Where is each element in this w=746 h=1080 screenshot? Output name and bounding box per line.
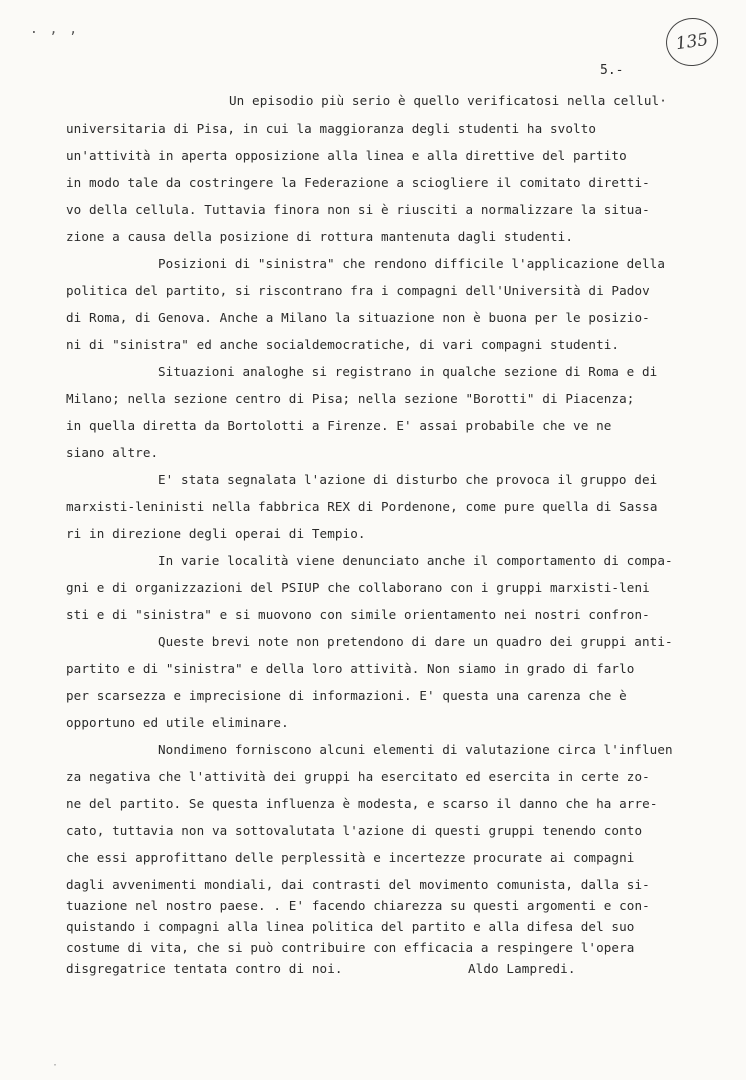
text-line: quistando i compagni alla linea politica del partito e alla difesa del suo [66,919,635,934]
text-line: sti e di "sinistra" e si muovono con simile orientamento nei nostri confron- [66,607,650,622]
text-line: gni e di organizzazioni del PSIUP che collaborano con i gruppi marxisti-leni [66,580,650,595]
text-line: Situazioni analoghe si registrano in qualche sezione di Roma e di [158,364,658,379]
text-line: universitaria di Pisa, in cui la maggioranza degli studenti ha svolto [66,121,597,136]
margin-tick: · [52,1060,59,1071]
text-line: opportuno ed utile eliminare. [66,715,289,730]
text-line: Queste brevi note non pretendono di dare un quadro dei gruppi anti- [158,634,673,649]
text-line: partito e di "sinistra" e della loro attività. Non siamo in grado di farlo [66,661,635,676]
text-line: ne del partito. Se questa influenza è modesta, e scarso il danno che ha arre- [66,796,658,811]
text-line: ri in direzione degli operai di Tempio. [66,526,366,541]
text-line: Nondimeno forniscono alcuni elementi di valutazione circa l'influen [158,742,673,757]
text-line: che essi approfittano delle perplessità e incertezze procurate ai compagni [66,850,635,865]
text-line: un'attività in aperta opposizione alla linea e alla direttive del partito [66,148,627,163]
stamp-number: 135 [674,29,710,55]
text-line: marxisti-leninisti nella fabbrica REX di Pordenone, come pure quella di Sassa [66,499,658,514]
text-line: E' stata segnalata l'azione di disturbo che provoca il gruppo dei [158,472,658,487]
text-line: in modo tale da costringere la Federazione a sciogliere il comitato diretti- [66,175,650,190]
text-line: in quella diretta da Bortolotti a Firenze. E' assai probabile che ve ne [66,418,612,433]
text-line: dagli avvenimenti mondiali, dai contrasti del movimento comunista, dalla si- [66,877,650,892]
text-line: Posizioni di "sinistra" che rendono difficile l'applicazione della [158,256,666,271]
text-line: In varie località viene denunciato anche il comportamento di compa- [158,553,673,568]
text-line: siano altre. [66,445,159,460]
text-line: ni di "sinistra" ed anche socialdemocratiche, di vari compagni studenti. [66,337,620,352]
text-line: Un episodio più serio è quello verificatosi nella cellul· [229,93,667,108]
text-line: vo della cellula. Tuttavia finora non si è riusciti a normalizzare la situa- [66,202,650,217]
text-line: za negativa che l'attività dei gruppi ha esercitato ed esercita in certe zo- [66,769,650,784]
text-line: politica del partito, si riscontrano fra i compagni dell'Università di Padov [66,283,650,298]
text-line: disgregatrice tentata contro di noi. [66,961,343,976]
text-line: Milano; nella sezione centro di Pisa; nella sezione "Borotti" di Piacenza; [66,391,635,406]
text-line: costume di vita, che si può contribuire con efficacia a respingere l'opera [66,940,635,955]
corner-marks: . , , [30,22,80,37]
text-line: zione a causa della posizione di rottura mantenuta dagli studenti. [66,229,574,244]
text-line: tuazione nel nostro paese. . E' facendo chiarezza su questi argomenti e con- [66,898,650,913]
archive-stamp [663,15,721,70]
text-line: di Roma, di Genova. Anche a Milano la situazione non è buona per le posizio- [66,310,650,325]
signature: Aldo Lampredi. [468,961,576,976]
text-line: per scarsezza e imprecisione di informazioni. E' questa una carenza che è [66,688,627,703]
text-line: cato, tuttavia non va sottovalutata l'azione di questi gruppi tenendo conto [66,823,643,838]
page-number: 5.- [600,63,624,78]
